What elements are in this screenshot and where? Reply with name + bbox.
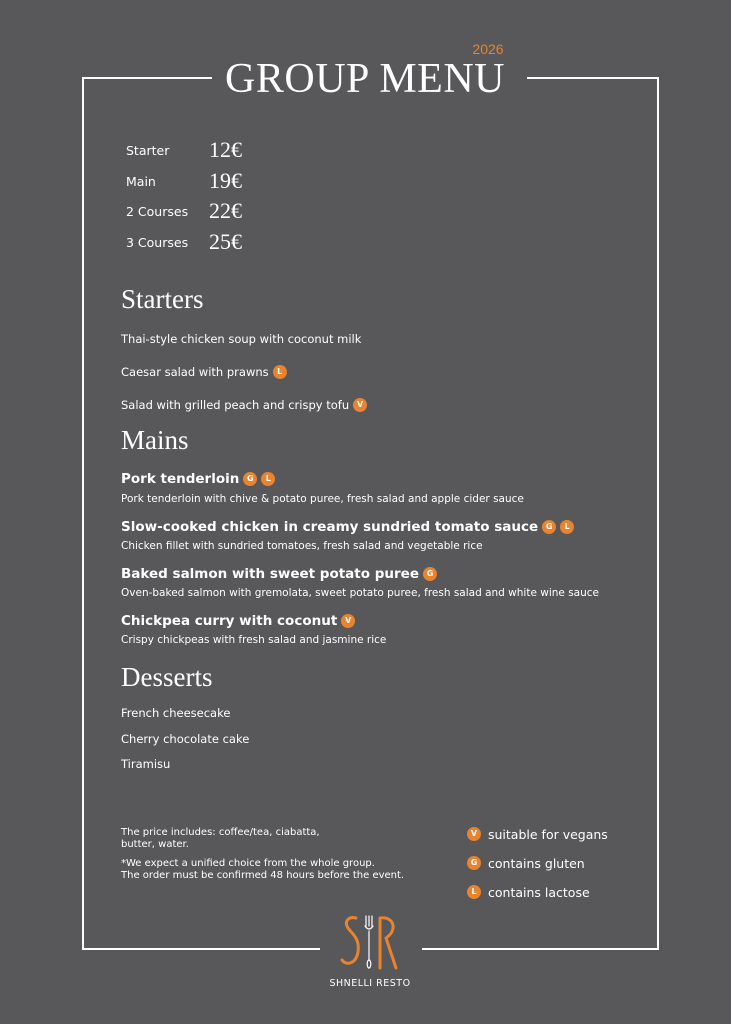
lactose-badge-icon: L bbox=[467, 885, 481, 899]
lactose-badge-icon: L bbox=[560, 520, 574, 534]
legend-gluten bbox=[467, 855, 585, 871]
price-includes-note bbox=[121, 827, 421, 851]
frame-bottom-right bbox=[422, 948, 659, 950]
frame-top-right bbox=[527, 77, 658, 79]
price-value: 22€ bbox=[209, 198, 242, 223]
item-name: Cherry chocolate cake bbox=[121, 732, 250, 746]
main-item-name bbox=[121, 613, 355, 629]
main-item-desc: Chicken fillet with sundried tomatoes, fresh salad and vegetable rice bbox=[121, 540, 483, 552]
vegan-badge-icon: V bbox=[467, 827, 481, 841]
item-name: French cheesecake bbox=[121, 706, 231, 720]
gluten-badge-icon: G bbox=[423, 567, 437, 581]
main-item-title: Baked salmon with sweet potato puree bbox=[121, 566, 419, 582]
price-label: 2 Courses bbox=[126, 204, 189, 219]
main-item-desc: Crispy chickpeas with fresh salad and jasmine rice bbox=[121, 634, 387, 646]
legend-lactose bbox=[467, 884, 590, 900]
brand-name: SHNELLI RESTO bbox=[329, 978, 411, 989]
list-item bbox=[121, 332, 361, 346]
page-title: GROUP MENU bbox=[225, 56, 505, 102]
menu-year: 2026 bbox=[472, 41, 504, 57]
list-item bbox=[121, 365, 287, 379]
note-line: The order must be confirmed 48 hours before the event. bbox=[121, 870, 405, 881]
brand-logo-icon bbox=[338, 912, 402, 972]
main-item-title: Slow-cooked chicken in creamy sundried tomato sauce bbox=[121, 519, 539, 535]
list-item bbox=[121, 706, 230, 720]
note-line: *We expect a unified choice from the whole group. bbox=[121, 858, 375, 869]
item-name: Caesar salad with prawns bbox=[121, 365, 269, 379]
vegan-badge-icon: V bbox=[353, 398, 367, 412]
main-item-name bbox=[121, 566, 437, 582]
item-name: Thai-style chicken soup with coconut milk bbox=[121, 332, 362, 346]
list-item bbox=[121, 732, 249, 746]
unified-choice-note bbox=[121, 858, 421, 882]
main-item-name bbox=[121, 519, 574, 535]
price-label: 3 Courses bbox=[126, 235, 189, 250]
main-item-desc: Oven-baked salmon with gremolata, sweet potato puree, fresh salad and white wine sauce bbox=[121, 587, 600, 599]
item-name: Tiramisu bbox=[121, 757, 171, 771]
frame-left bbox=[82, 77, 84, 949]
item-name: Salad with grilled peach and crispy tofu bbox=[121, 398, 350, 412]
legend-text: contains lactose bbox=[488, 884, 590, 900]
lactose-badge-icon: L bbox=[261, 472, 275, 486]
section-title-mains: Mains bbox=[121, 425, 189, 455]
section-title-starters: Starters bbox=[121, 284, 204, 314]
price-label: Main bbox=[126, 174, 156, 189]
main-item-title: Pork tenderloin bbox=[121, 471, 240, 487]
gluten-badge-icon: G bbox=[542, 520, 556, 534]
gluten-badge-icon: G bbox=[467, 856, 481, 870]
legend-text: suitable for vegans bbox=[488, 826, 608, 842]
price-value: 25€ bbox=[209, 229, 242, 254]
main-item-desc: Pork tenderloin with chive & potato puree, fresh salad and apple cider sauce bbox=[121, 493, 524, 505]
gluten-badge-icon: G bbox=[243, 472, 257, 486]
vegan-badge-icon: V bbox=[341, 614, 355, 628]
note-line: The price includes: coffee/tea, ciabatta, bbox=[121, 827, 320, 838]
list-item bbox=[121, 398, 367, 412]
legend-text: contains gluten bbox=[488, 855, 585, 871]
frame-top-left bbox=[82, 77, 212, 79]
frame-right bbox=[657, 77, 659, 949]
list-item bbox=[121, 757, 170, 771]
note-line: butter, water. bbox=[121, 839, 189, 850]
price-value: 12€ bbox=[209, 137, 242, 162]
main-item-name bbox=[121, 471, 275, 487]
price-label: Starter bbox=[126, 143, 170, 158]
main-item-title: Chickpea curry with coconut bbox=[121, 613, 338, 629]
frame-bottom-left bbox=[82, 948, 320, 950]
lactose-badge-icon: L bbox=[273, 365, 287, 379]
section-title-desserts: Desserts bbox=[121, 662, 213, 692]
legend-vegan bbox=[467, 826, 608, 842]
price-value: 19€ bbox=[209, 168, 242, 193]
